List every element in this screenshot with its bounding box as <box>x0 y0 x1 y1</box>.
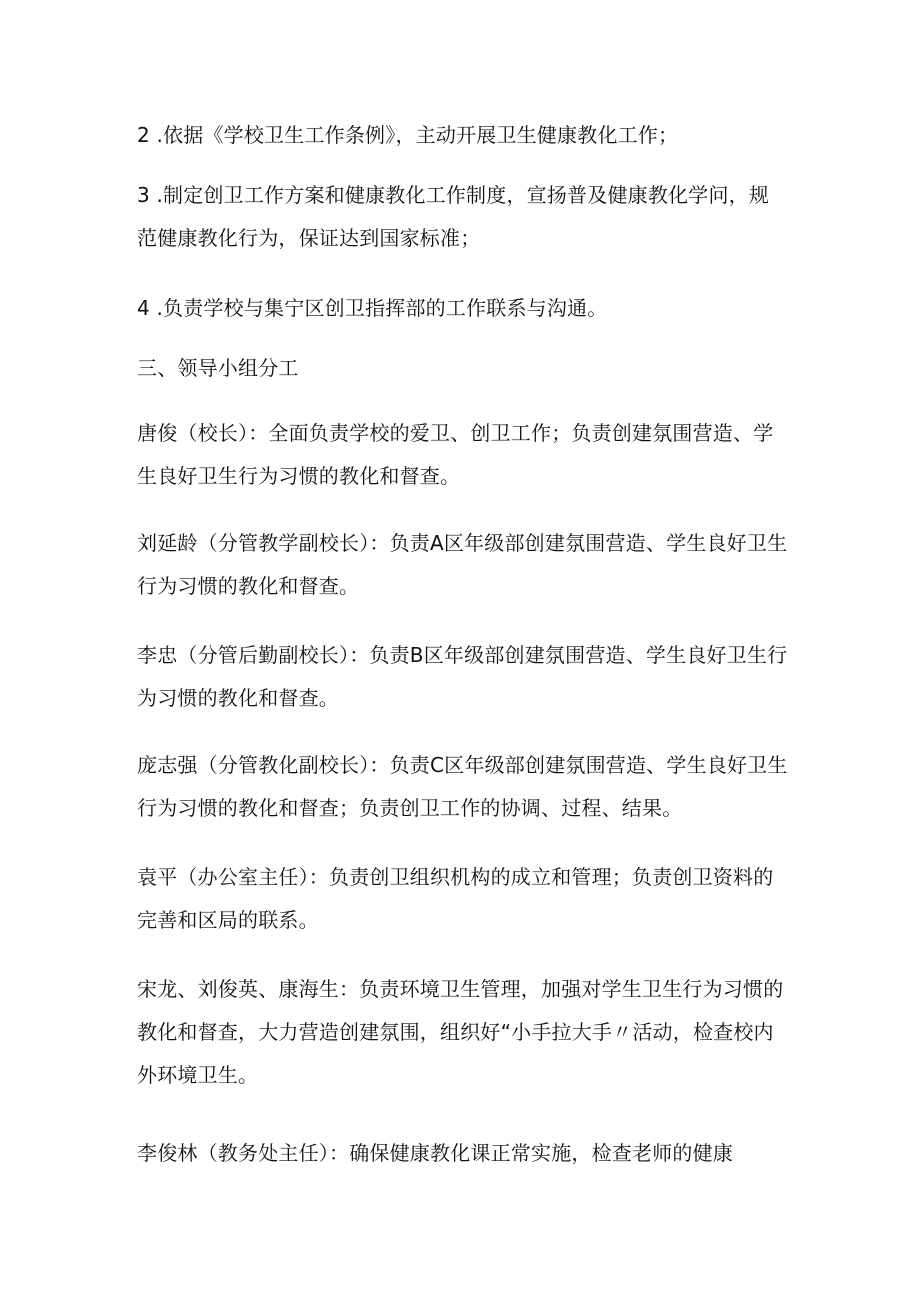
text-line: 外环境卫生。 <box>137 1063 259 1087</box>
text-line: 李忠（分管后勤副校长）：负责B区年级部创建氛围营造、学生良好卫生行 <box>137 643 788 667</box>
duty-paragraph-office-director <box>137 856 797 942</box>
text-line: 范健康教化行为，保证达到国家标准； <box>137 226 481 250</box>
text-line: 生良好卫生行为习惯的教化和督查。 <box>137 464 461 488</box>
duty-paragraph-environment-team <box>137 968 797 1097</box>
duty-paragraph-teaching-vp <box>137 522 797 608</box>
text-line: 完善和区局的联系。 <box>137 908 319 932</box>
text-line: 4 .负责学校与集宁区创卫指挥部的工作联系与沟通。 <box>137 296 608 320</box>
text-line: 唐俊（校长）：全面负责学校的爱卫、创卫工作；负责创建氛围营造、学 <box>137 421 774 445</box>
text-line: 庞志强（分管教化副校长）：负责C区年级部创建氛围营造、学生良好卫生 <box>137 753 788 777</box>
duty-paragraph-logistics-vp <box>137 634 797 720</box>
section-heading <box>137 347 797 390</box>
duty-paragraph-academic-director <box>137 1132 797 1175</box>
paragraph-item-3 <box>137 174 797 260</box>
text-line: 三、领导小组分工 <box>137 356 299 380</box>
paragraph-item-2 <box>137 114 797 157</box>
text-line: 2 .依据《学校卫生工作条例》，主动开展卫生健康教化工作； <box>137 123 679 147</box>
text-line: 李俊林（教务处主任）：确保健康教化课正常实施，检查老师的健康 <box>137 1141 733 1165</box>
paragraph-item-4 <box>137 287 797 330</box>
text-line: 行为习惯的教化和督查。 <box>137 574 360 598</box>
text-line: 3 .制定创卫工作方案和健康教化工作制度，宣扬普及健康教化学问，规 <box>137 183 770 207</box>
text-line: 刘延龄（分管教学副校长）：负责A区年级部创建氛围营造、学生良好卫生 <box>137 531 788 555</box>
duty-paragraph-education-vp <box>137 744 797 830</box>
text-line: 为习惯的教化和督查。 <box>137 686 339 710</box>
text-line: 行为习惯的教化和督查；负责创卫工作的协调、过程、结果。 <box>137 796 683 820</box>
text-line: 宋龙、刘俊英、康海生：负责环境卫生管理，加强对学生卫生行为习惯的 <box>137 977 784 1001</box>
text-line: 教化和督查，大力营造创建氛围，组织好“小手拉大手〃活动，检查校内 <box>137 1020 774 1044</box>
text-line: 袁平（办公室主任）：负责创卫组织机构的成立和管理；负责创卫资料的 <box>137 865 774 889</box>
duty-paragraph-principal <box>137 412 797 498</box>
